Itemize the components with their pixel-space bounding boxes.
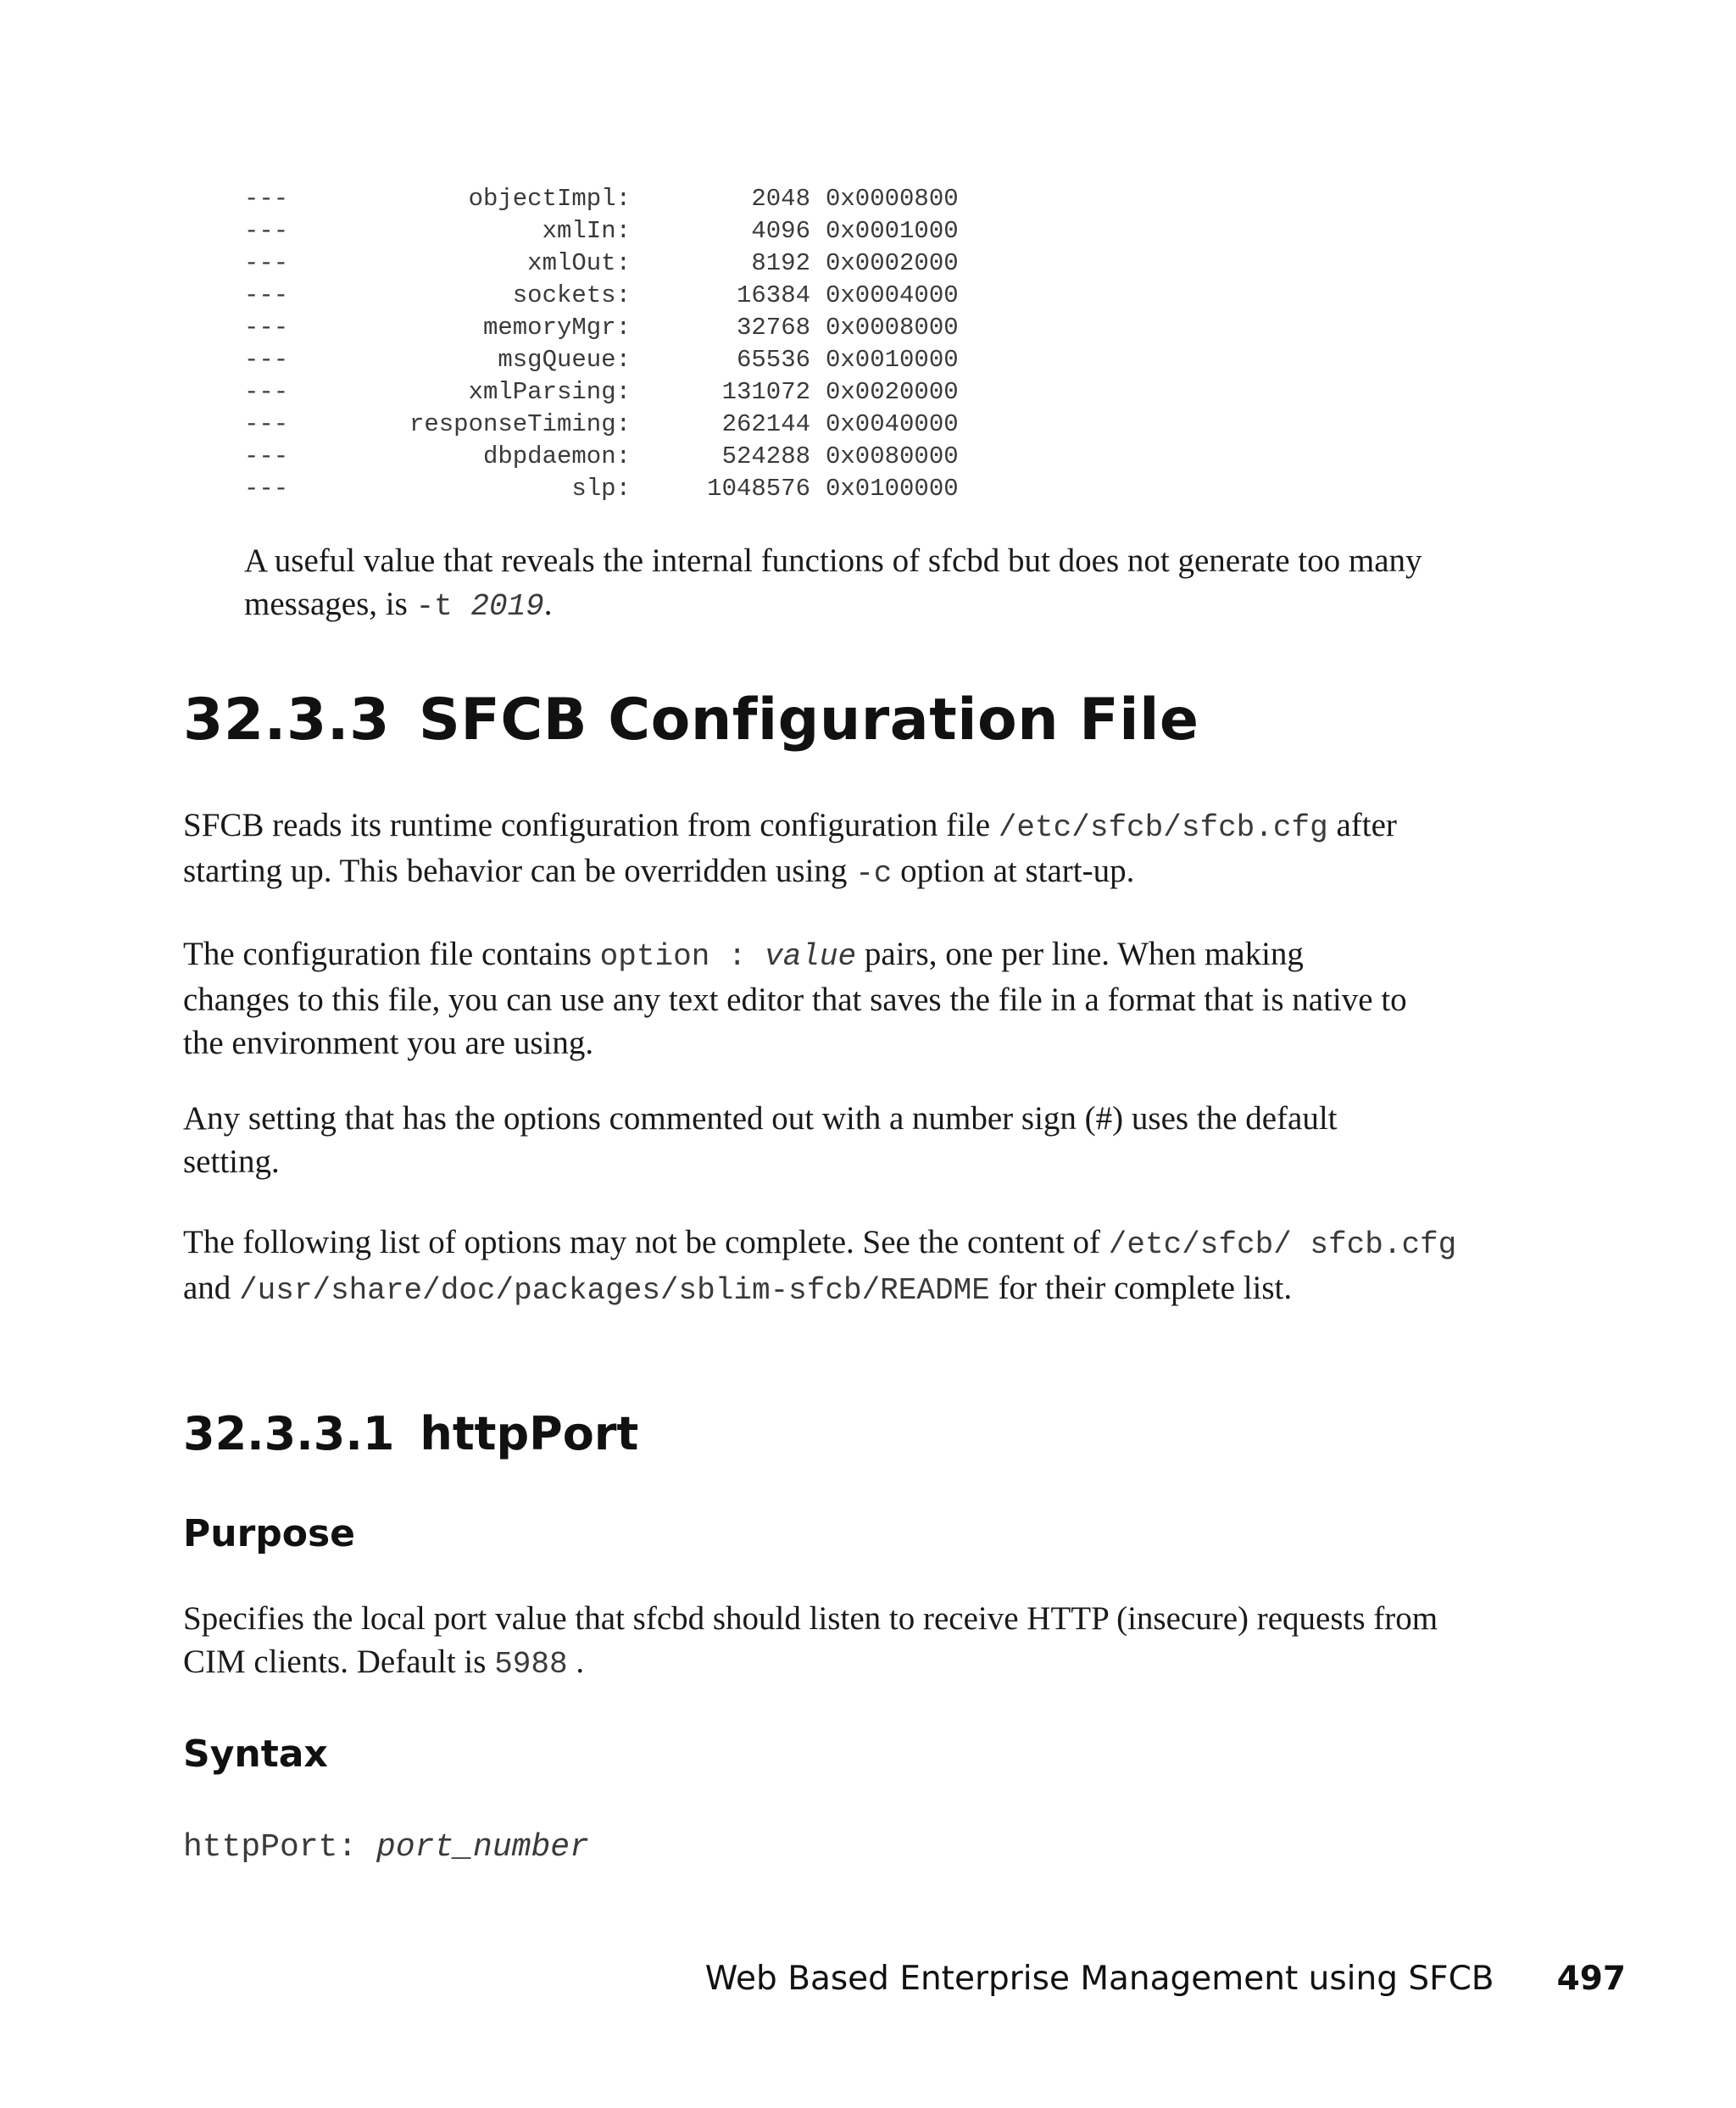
syntax-option-code: httpPort: <box>183 1829 358 1866</box>
p1-text-2: after starting up. This behavior can be overridden using <box>183 807 1397 889</box>
section-title: SFCB Configuration File <box>418 687 1199 754</box>
intro-text: A useful value that reveals the internal functions of sfcbd but does not generate too many messages, is <box>244 542 1422 622</box>
trace-row <box>244 248 1007 280</box>
option-code: option <box>599 939 710 974</box>
trace-hex-value: 0x0020000 <box>826 378 959 406</box>
trace-dash: --- <box>244 249 289 277</box>
trace-hex-value: 0x0001000 <box>826 217 959 245</box>
p1-text: SFCB reads its runtime configuration from configuration file <box>183 807 999 843</box>
trace-row <box>244 312 1007 344</box>
p3-text: Any setting that has the options commented out with a number sign (#) uses the default setting. <box>183 1100 1338 1180</box>
trace-decimal-value: 262144 <box>721 410 810 438</box>
trace-module-name: sockets: <box>512 281 631 309</box>
p1-text-3: option at start-up. <box>892 853 1135 889</box>
trace-module-name: slp: <box>571 475 631 503</box>
p4-text-2: and <box>183 1270 240 1306</box>
p2-text: The configuration file contains <box>183 936 600 972</box>
purpose-text: Specifies the local port value that sfcbd should listen to receive HTTP (insecure) requests from CIM clients. Default is <box>183 1600 1438 1680</box>
intro-text-end: . <box>543 586 553 622</box>
p4-text-3: for their complete list. <box>989 1270 1293 1306</box>
section-heading <box>183 687 1199 754</box>
trace-decimal-value: 1048576 <box>707 475 810 503</box>
syntax-heading: Syntax <box>183 1733 328 1776</box>
trace-module-name: xmlOut: <box>527 249 631 277</box>
trace-dash: --- <box>244 346 289 374</box>
comment-paragraph <box>183 1097 1438 1183</box>
trace-module-name: dbpdaemon: <box>482 442 631 470</box>
syntax-value-code: port_number <box>357 1829 589 1866</box>
trace-dash: --- <box>244 281 289 309</box>
purpose-paragraph <box>183 1597 1455 1686</box>
c-option-code: -c <box>855 856 893 891</box>
trace-row <box>244 344 1007 376</box>
trace-decimal-value: 16384 <box>736 281 810 309</box>
section-number: 32.3.3 <box>183 687 390 754</box>
trace-dash: --- <box>244 314 289 342</box>
intro-value-code: 2019 <box>470 589 544 624</box>
subsection-number: 32.3.3.1 <box>183 1407 395 1460</box>
purpose-heading: Purpose <box>183 1512 356 1555</box>
trace-hex-value: 0x0040000 <box>826 410 959 438</box>
trace-module-name: msgQueue: <box>498 346 631 374</box>
intro-option-code: -t <box>415 589 471 624</box>
trace-row <box>244 280 1007 312</box>
trace-dash: --- <box>244 217 289 245</box>
subsection-heading <box>183 1407 638 1460</box>
trace-module-name: xmlIn: <box>542 217 631 245</box>
trace-hex-value: 0x0008000 <box>826 314 959 342</box>
trace-decimal-value: 524288 <box>721 442 810 470</box>
trace-hex-value: 0x0080000 <box>826 442 959 470</box>
trace-row <box>244 183 1007 215</box>
trace-decimal-value: 131072 <box>721 378 810 406</box>
page-footer <box>0 1960 1626 1998</box>
trace-row <box>244 409 1007 441</box>
value-code: value <box>765 939 857 974</box>
intro-paragraph <box>244 539 1448 628</box>
syntax-line <box>183 1827 589 1866</box>
trace-decimal-value: 32768 <box>736 314 810 342</box>
trace-decimal-value: 2048 <box>751 185 810 213</box>
trace-decimal-value: 8192 <box>751 249 810 277</box>
trace-decimal-value: 4096 <box>751 217 810 245</box>
page-number: 497 <box>1556 1960 1626 1998</box>
trace-hex-value: 0x0100000 <box>826 475 959 503</box>
purpose-text-2: . <box>567 1644 585 1680</box>
config-file-paragraph <box>183 804 1455 895</box>
trace-dash: --- <box>244 378 289 406</box>
trace-dash: --- <box>244 185 289 213</box>
trace-row <box>244 473 1007 505</box>
default-port-code: 5988 <box>494 1647 568 1682</box>
readme-path-code: /usr/share/doc/packages/sblim-sfcb/README <box>239 1273 990 1308</box>
p4-text: The following list of options may not be complete. See the content of <box>183 1224 1109 1260</box>
cfg-path-code: /etc/sfcb/ sfcb.cfg <box>1108 1227 1457 1262</box>
p2-text-2: pairs, one per line. When making changes to this file, you can use any text editor that saves the file in a format that is native to the environment you are using. <box>183 936 1407 1061</box>
subsection-title: httpPort <box>420 1407 639 1460</box>
trace-hex-value: 0x0004000 <box>826 281 959 309</box>
trace-dash: --- <box>244 442 289 470</box>
config-path-code: /etc/sfcb/sfcb.cfg <box>998 810 1328 845</box>
trace-hex-value: 0x0010000 <box>826 346 959 374</box>
trace-hex-value: 0x0002000 <box>826 249 959 277</box>
option-value-paragraph <box>183 932 1412 1065</box>
footer-title: Web Based Enterprise Management using SFCB <box>704 1960 1494 1998</box>
options-list-paragraph <box>183 1221 1463 1312</box>
trace-row <box>244 376 1007 409</box>
trace-module-name: responseTiming: <box>409 410 631 438</box>
trace-module-name: memoryMgr: <box>482 314 631 342</box>
trace-module-name: xmlParsing: <box>468 378 631 406</box>
trace-dash: --- <box>244 410 289 438</box>
option-separator: : <box>709 939 765 974</box>
trace-row <box>244 215 1007 248</box>
trace-module-name: objectImpl: <box>468 185 631 213</box>
trace-dash: --- <box>244 475 289 503</box>
trace-decimal-value: 65536 <box>736 346 810 374</box>
trace-hex-value: 0x0000800 <box>826 185 959 213</box>
debug-trace-table <box>244 183 1007 505</box>
trace-row <box>244 441 1007 473</box>
